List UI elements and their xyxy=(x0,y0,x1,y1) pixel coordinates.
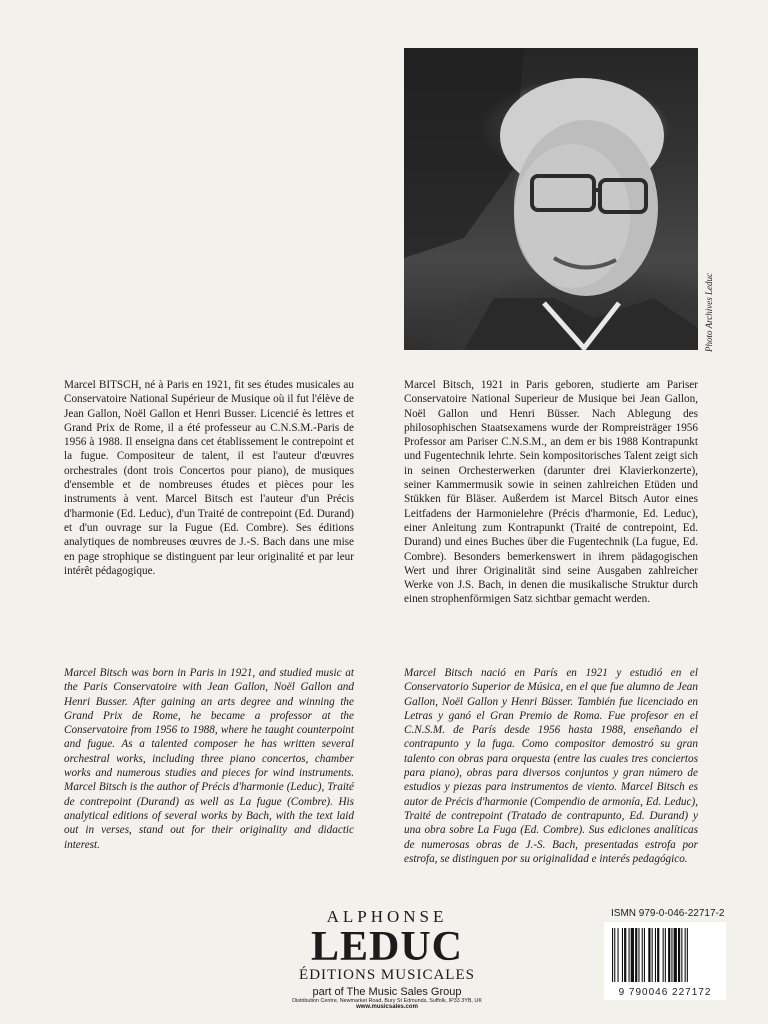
biography-french: Marcel BITSCH, né à Paris en 1921, fit ses études musicales au Conservatoire National Supérieur de Musique où il fut l'élève de Jean Gallon, Noël Gallon et Henri Busser. Licencié ès lettres et Grand Prix de Rome, il a été professeur au C.N.S.M.-Paris de 1956 à 1988. Il enseigna dans cet établissement le contrepoint et la fugue. Compositeur de talent, il est l'auteur d'œuvres orchestrales (dont trois Concertos pour piano), de musiques d'ensemble et de nombreuses études et pièces pour les instruments à vent. Marcel Bitsch est l'auteur d'un Précis d'harmonie (Ed. Leduc), d'un Traité de contrepoint (Ed. Durand) et d'un ouvrage sur la Fugue (Ed. Combre). Ses éditions analytiques de nombreuses œuvres de J.-S. Bach dans une mise en page strophique se distinguent par leur originalité et par leur intérêt pédagogique. xyxy=(64,379,354,577)
barcode-bars xyxy=(612,928,718,982)
publisher-name-line3: ÉDITIONS MUSICALES xyxy=(299,967,475,983)
portrait-shapes xyxy=(404,48,698,350)
composer-portrait-photo xyxy=(404,48,698,350)
publisher-name-line1: ALPHONSE xyxy=(326,907,448,926)
publisher-logo xyxy=(292,907,482,1010)
publisher-group: part of The Music Sales Group xyxy=(312,986,462,998)
biography-english: Marcel Bitsch was born in Paris in 1921, and studied music at the Paris Conservatoire with Jean Gallon, Noël Gallon and Henri Busser. After gaining an arts degree and winning the Grand Prix de Rome, he became a professor at the Conservatoire from 1956 to 1988, where he taught counterpoint and fugue. As a talented composer he has written several orchestral works, including three piano concertos, chamber works and numerous studies and pieces for wind instruments. Marcel Bitsch is the author of Précis d'harmonie (Leduc), Traité de contrepoint (Durand) as well as La fugue (Combre). His analytical editions of several works by Bach, with the text laid out in verses, stand out for their originality and didactic interest. xyxy=(64,667,354,851)
biography-spanish: Marcel Bitsch nació en París en 1921 y estudió en el Conservatorio Superior de Música, en el que fue alumno de Jean Gallon, Noël Gallon y Henri Büsser. También fue licenciado en Letras y ganó el Gran Premio de Roma. Fue profesor en el C.N.S.M. de París desde 1956 hasta 1988, enseñando el contrapunto y la fuga. Como compositor demostró su gran talento con obras para orquesta (entre las cuales tres conciertos para piano), obras para diversos conjuntos y gran número de estudios y piezas para instrumentos de viento. Marcel Bitsch es autor de Précis d'harmonie (Compendio de armonía, Ed. Leduc), Traité de contrepoint (Tratado de contrapunto, Ed. Durand) y una obra sobre La Fuga (Ed. Combre). Sus ediciones analíticas de numerosas obras de J.-S. Bach, presentadas estrofa por estrofa, se distinguen por su originalidad e interés pedagógico. xyxy=(404,667,698,865)
biography-german: Marcel Bitsch, 1921 in Paris geboren, studierte am Pariser Conservatoire National Superieur de Musique bei Jean Gallon, Noël Gallon und Henri Büsser. Nach Ablegung des philosophischen Staatsexamens wurde der Rompreisträger 1956 Professor am Pariser C.N.S.M., an dem er bis 1988 Kontrapunkt und Fugentechnik lehrte. Sein kompositorisches Talent zeigt sich in seinen Orchesterwerken (darunter drei Klavierkonzerte), seiner Kammermusik sowie in seinen zahlreichen Etüden und Stükken für Bläser. Außerdem ist Marcel Bitsch Autor eines Leitfadens der Harmonielehre (Précis d'harmonie, Ed. Leduc), einer Anleitung zum Kontrapunkt (Traité de contrepoint, Ed. Durand) und eines Buches über die Fugentechnik (La fugue, Ed. Combre). Besonders bemerkenswert in ihrem pädagogischen Wert und ihrer Originalität sind seine Ausgaben zahlreicher Werke von J.S. Bach, in denen die musikalische Struktur durch einen strophenförmigen Satz sichtbar gemacht werden. xyxy=(404,379,698,606)
publisher-url: www.musicsales.com xyxy=(356,1004,418,1010)
publisher-name-line2: LEDUC xyxy=(310,924,464,970)
photo-credit: Photo Archives Leduc xyxy=(704,273,714,352)
ismn-number: ISMN 979-0-046-22717-2 xyxy=(611,908,725,919)
barcode xyxy=(604,922,726,1000)
barcode-number: 9 790046 227172 xyxy=(618,987,712,998)
publisher-address: Distribution Centre, Newmarket Road, Bury St Edmunds, Suffolk, IP33 3YB, UK xyxy=(292,998,482,1004)
